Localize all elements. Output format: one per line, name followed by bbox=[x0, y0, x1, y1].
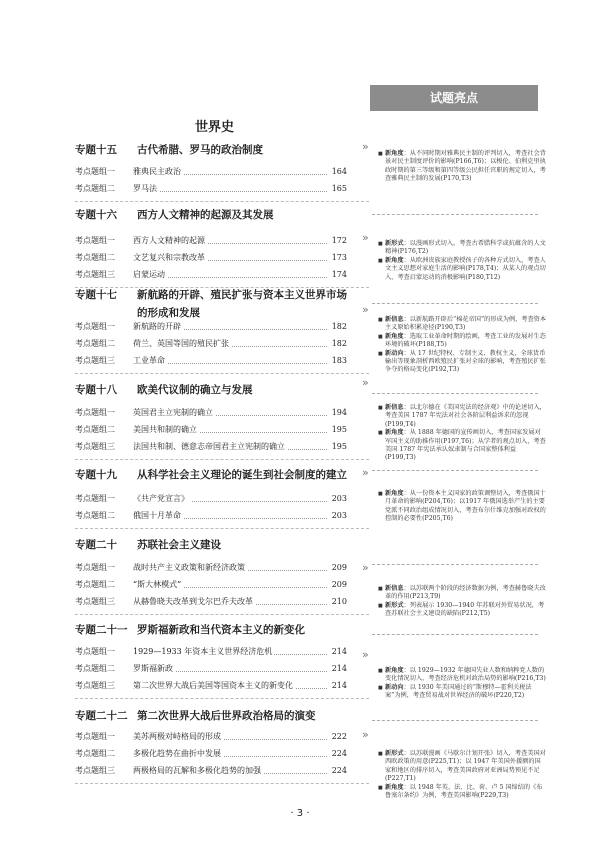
group-label: 考点题组二 bbox=[75, 339, 115, 348]
toc-row[interactable] bbox=[75, 561, 347, 575]
row-title: 西方人文精神的起源 bbox=[133, 236, 205, 245]
page-ref: 174 bbox=[331, 270, 347, 279]
highlight-text: ：从欧洲贵族家庭教授孩子的各种方式切入，考查人文主义思想对家庭生活的影响(P178,T4)；从某人的观点切入，考查启蒙运动的消极影响(P180,T12) bbox=[385, 256, 546, 281]
topic-number: 专题十七 bbox=[75, 289, 117, 301]
group-label: 考点题组二 bbox=[75, 664, 115, 673]
highlight-tag: 新角度 bbox=[385, 490, 404, 497]
highlight-divider bbox=[372, 214, 538, 215]
highlight-item bbox=[378, 240, 546, 257]
highlight-tag: 新角度 bbox=[385, 783, 404, 791]
toc-row[interactable] bbox=[75, 747, 347, 761]
topic-divider bbox=[75, 783, 369, 784]
row-title: 雅典民主政治 bbox=[133, 167, 181, 176]
group-label: 考点题组二 bbox=[75, 511, 115, 520]
page-ref: 195 bbox=[331, 425, 347, 434]
chevron-right-icon: » bbox=[362, 303, 369, 316]
toc-row[interactable] bbox=[75, 320, 347, 334]
highlight-item bbox=[378, 602, 546, 619]
page-ref: 209 bbox=[331, 580, 347, 589]
page-ref: 194 bbox=[331, 408, 347, 417]
highlight-item bbox=[378, 784, 546, 801]
page-ref: 164 bbox=[331, 167, 347, 176]
page-title: 世界史 bbox=[195, 120, 235, 135]
topic-title: 罗斯福新政和当代资本主义的新变化 bbox=[137, 624, 305, 636]
highlight-text: ：从不同时期对雅典民主制的评判切入，考查社会背景对民主制度评价的影响(P166,T6)；以梭伦、伯利克里执政时期的第三等级和第四等级公民担任官职的规定切入，考查雅典民主制的发展(P170,T3) bbox=[385, 150, 546, 183]
toc-row[interactable] bbox=[75, 337, 347, 351]
row-title: 新航路的开辟 bbox=[133, 322, 181, 331]
highlight-tag: 新形式 bbox=[385, 601, 404, 609]
group-label: 考点题组二 bbox=[75, 253, 115, 262]
row-title: 第二次世界大战后美国等国资本主义的新变化 bbox=[133, 681, 293, 690]
topic-divider bbox=[75, 373, 369, 374]
highlight-item bbox=[378, 490, 546, 524]
toc-row[interactable] bbox=[75, 492, 347, 506]
highlight-text: ：以漫画形式切入，考查古希腊科学或抗蕴含的人文精神(P176,T2) bbox=[385, 240, 546, 256]
topic-number: 专题十六 bbox=[75, 209, 117, 221]
row-title: 法国共和制、德意志帝国君主立宪制的确立 bbox=[133, 442, 285, 451]
toc-row[interactable] bbox=[75, 406, 347, 420]
topic-title: 新航路的开辟、殖民扩张与资本主义世界市场 bbox=[137, 289, 347, 301]
row-title: 战时共产主义政策和新经济政策 bbox=[133, 563, 245, 572]
highlight-tag: 新动向 bbox=[385, 683, 404, 691]
highlight-tag: 新角度 bbox=[385, 150, 404, 157]
highlight-tag: 新角度 bbox=[385, 667, 404, 674]
group-label: 考点题组一 bbox=[75, 322, 115, 331]
page-ref: 182 bbox=[331, 339, 347, 348]
page-ref: 203 bbox=[331, 494, 347, 503]
row-title: 罗马法 bbox=[133, 184, 157, 193]
chevron-right-icon: » bbox=[362, 466, 369, 479]
group-label: 考点题组三 bbox=[75, 356, 115, 365]
row-title: 美苏两极对峙格局的形成 bbox=[133, 732, 221, 741]
highlight-divider bbox=[372, 393, 538, 394]
group-label: 考点题组二 bbox=[75, 184, 115, 193]
row-title: 工业革命 bbox=[133, 356, 165, 365]
row-title: 两极格局的瓦解和多极化趋势的加强 bbox=[133, 766, 261, 775]
page-ref: 173 bbox=[331, 253, 347, 262]
page-ref: 203 bbox=[331, 511, 347, 520]
page-ref: 224 bbox=[331, 749, 347, 758]
toc-row[interactable] bbox=[75, 182, 347, 196]
topic-number: 专题十九 bbox=[75, 469, 117, 481]
toc-row[interactable] bbox=[75, 595, 347, 609]
highlight-block bbox=[378, 667, 546, 701]
toc-row[interactable] bbox=[75, 764, 347, 778]
highlight-block bbox=[378, 490, 546, 524]
topic-divider bbox=[75, 201, 369, 202]
topic-title: 古代希腊、罗马的政治制度 bbox=[137, 144, 263, 156]
toc-row[interactable] bbox=[75, 354, 347, 368]
highlight-item bbox=[378, 150, 546, 184]
topic-heading bbox=[75, 381, 253, 399]
highlight-item bbox=[378, 257, 546, 282]
toc-row[interactable] bbox=[75, 679, 347, 693]
page-number: · 3 · bbox=[290, 808, 310, 819]
highlight-item bbox=[378, 684, 546, 701]
highlight-tag: 新形式 bbox=[385, 750, 404, 757]
row-title: 罗斯福新政 bbox=[133, 664, 173, 673]
toc-row[interactable] bbox=[75, 645, 347, 659]
topic-divider bbox=[75, 528, 369, 529]
page-ref: 165 bbox=[331, 184, 347, 193]
topic-title: 欧美代议制的确立与发展 bbox=[137, 384, 253, 396]
chevron-right-icon: » bbox=[362, 561, 369, 574]
highlight-block bbox=[378, 150, 546, 184]
row-title: 多极化趋势在曲折中发展 bbox=[133, 749, 221, 758]
highlight-text: ：列表展示 1930—1940 年苏联对外贸易状况，考查苏联社会主义建设的缺陷(P212,T5) bbox=[385, 601, 545, 618]
highlight-tag: 新角度 bbox=[385, 332, 404, 340]
chevron-right-icon: » bbox=[362, 376, 369, 389]
page-ref: 209 bbox=[331, 563, 347, 572]
highlight-text: ：选取工业革命时期的绘画，考查工业的发展对生态环境的破坏(P188,T5) bbox=[385, 332, 546, 349]
highlight-tag: 新信息 bbox=[385, 404, 404, 411]
topic-heading bbox=[75, 466, 347, 484]
page-ref: 172 bbox=[331, 236, 347, 245]
highlight-block bbox=[378, 750, 546, 800]
highlight-block bbox=[378, 404, 546, 463]
group-label: 考点题组二 bbox=[75, 749, 115, 758]
highlight-text: ：以苏联漫画《马歇尔计划开张》切入，考查美国对西欧政策的用意(P225,T1)；以 1947 年美国外援额的国家和地区的排序切入，考查美国政府对亚洲局势预见不足(P227,T1) bbox=[385, 750, 546, 783]
topic-heading bbox=[75, 141, 263, 159]
highlight-tag: 新信息 bbox=[385, 585, 404, 592]
highlight-text: ：以 1929—1932 年德国失业人数和纳粹党人数的变化情况切入，考查经济危机对政治局势的影响(P216,T3) bbox=[385, 667, 546, 683]
highlight-text: ：以 1930 年美国通过的“斯穆特—霍利关税法案”为例，考查贸易战对世界经济的破坏(P220,T2) bbox=[385, 683, 532, 700]
row-title: 《共产党宣言》 bbox=[133, 494, 189, 503]
highlight-item bbox=[378, 429, 546, 463]
topic-title-line2: 的形成和发展 bbox=[137, 307, 200, 319]
group-label: 考点题组三 bbox=[75, 597, 115, 606]
topic-heading bbox=[75, 536, 221, 554]
topic-title: 从科学社会主义理论的诞生到社会制度的建立 bbox=[137, 469, 347, 481]
row-title: 俄国十月革命 bbox=[133, 511, 181, 520]
highlight-tag: 新形式 bbox=[385, 240, 404, 247]
topic-heading bbox=[75, 206, 274, 224]
highlight-item bbox=[378, 585, 546, 602]
row-title: 从赫鲁晓夫改革到戈尔巴乔夫改革 bbox=[133, 597, 253, 606]
page-ref: 214 bbox=[331, 681, 347, 690]
chevron-right-icon: » bbox=[362, 728, 369, 741]
topic-number: 专题十五 bbox=[75, 144, 117, 156]
group-label: 考点题组一 bbox=[75, 647, 115, 656]
topic-number: 专题二十二 bbox=[75, 710, 128, 722]
toc-row[interactable] bbox=[75, 578, 347, 592]
highlight-tag: 新信息 bbox=[385, 316, 404, 323]
group-label: 考点题组三 bbox=[75, 270, 115, 279]
toc-row[interactable] bbox=[75, 251, 347, 265]
toc-row[interactable] bbox=[75, 423, 347, 437]
page-ref: 214 bbox=[331, 647, 347, 656]
page-ref: 183 bbox=[331, 356, 347, 365]
topic-heading bbox=[75, 621, 305, 639]
topic-divider bbox=[75, 614, 369, 615]
highlight-item bbox=[378, 333, 546, 350]
row-title: 1929—1933 年资本主义世界经济危机 bbox=[133, 647, 273, 656]
topic-title: 苏联社会主义建设 bbox=[137, 539, 221, 551]
highlight-divider bbox=[372, 303, 538, 304]
highlight-text: ：以苏联两个阶段的经济数据为例，考查赫鲁晓夫改革的作用(P213,T9) bbox=[385, 585, 546, 601]
highlight-divider bbox=[372, 720, 538, 721]
highlight-block bbox=[378, 240, 546, 282]
page-ref: 214 bbox=[331, 664, 347, 673]
side-header: 试题亮点 bbox=[370, 85, 538, 111]
topic-title: 第二次世界大战后世界政治格局的演变 bbox=[137, 710, 316, 722]
toc-row[interactable] bbox=[75, 509, 347, 523]
toc-row[interactable] bbox=[75, 730, 347, 744]
page-ref: 222 bbox=[331, 732, 347, 741]
topic-number: 专题二十 bbox=[75, 539, 117, 551]
toc-row[interactable] bbox=[75, 165, 347, 179]
highlight-text: ：以新航路开辟后“棉花帝国”的形成为例，考查资本主义原始积累途径(P190,T3) bbox=[385, 316, 547, 332]
highlight-divider bbox=[372, 470, 538, 471]
highlight-block bbox=[378, 585, 546, 619]
group-label: 考点题组三 bbox=[75, 681, 115, 690]
toc-row[interactable] bbox=[75, 234, 347, 248]
highlight-text: ：以 1948 年英、法、比、荷、卢 5 国缔结的《布鲁塞尔条约》为例，考查美国影响(P229,T3) bbox=[385, 783, 543, 800]
highlight-item bbox=[378, 350, 546, 375]
row-title: 英国君主立宪制的确立 bbox=[133, 408, 213, 417]
topic-divider bbox=[75, 698, 369, 699]
topic-number: 专题二十一 bbox=[75, 624, 128, 636]
topic-title: 西方人文精神的起源及其发展 bbox=[137, 209, 274, 221]
highlight-text: ：从 1888 年德国的宣传画切入，考查国家发展对军国主义的助推作用(P197,T6)；从学者的观点切入，考查美国 1787 年宪法承认奴隶制与合国家整体利益(P199,T3) bbox=[385, 429, 546, 462]
chevron-right-icon: » bbox=[362, 140, 369, 153]
row-title: 美国共和制的确立 bbox=[133, 425, 197, 434]
group-label: 考点题组一 bbox=[75, 494, 115, 503]
topic-heading bbox=[75, 286, 347, 322]
highlight-item bbox=[378, 404, 546, 429]
page-ref: 195 bbox=[331, 442, 347, 451]
highlight-text: ：以北尔德在《美国宪法的经济观》中的论述切入，考查美国 1787 年宪法对社会各阶层利益诉求的忽视(P199,T4) bbox=[385, 404, 546, 428]
page-ref: 210 bbox=[331, 597, 347, 606]
group-label: 考点题组三 bbox=[75, 766, 115, 775]
page-ref: 182 bbox=[331, 322, 347, 331]
group-label: 考点题组一 bbox=[75, 167, 115, 176]
group-label: 考点题组二 bbox=[75, 425, 115, 434]
topic-number: 专题十八 bbox=[75, 384, 117, 396]
highlight-tag: 新角度 bbox=[385, 256, 404, 264]
group-label: 考点题组一 bbox=[75, 732, 115, 741]
highlight-tag: 新动向 bbox=[385, 349, 404, 357]
toc-row[interactable] bbox=[75, 440, 347, 454]
group-label: 考点题组三 bbox=[75, 442, 115, 451]
topic-heading bbox=[75, 707, 316, 725]
row-title: 启蒙运动 bbox=[133, 270, 165, 279]
chevron-right-icon: » bbox=[362, 648, 369, 661]
group-label: 考点题组一 bbox=[75, 408, 115, 417]
highlight-text: ：从 17 世纪特权、专制主义、教权主义，全球货币输出等现象剖析西欧殖民扩张对全球的影响，考查殖民扩张争夺的格局变化(P192,T3) bbox=[385, 349, 546, 374]
highlight-item bbox=[378, 750, 546, 784]
highlight-divider bbox=[372, 564, 538, 565]
highlight-divider bbox=[372, 634, 538, 635]
page-ref: 224 bbox=[331, 766, 347, 775]
group-label: 考点题组一 bbox=[75, 236, 115, 245]
toc-row[interactable] bbox=[75, 268, 347, 282]
row-title: 荷兰、英国等国的殖民扩张 bbox=[133, 339, 229, 348]
chevron-right-icon: » bbox=[362, 231, 369, 244]
group-label: 考点题组二 bbox=[75, 580, 115, 589]
highlight-tag: 新角度 bbox=[385, 429, 404, 437]
topic-divider bbox=[75, 459, 369, 460]
highlight-item bbox=[378, 667, 546, 684]
highlight-block bbox=[378, 316, 546, 375]
row-title: 文艺复兴和宗教改革 bbox=[133, 253, 205, 262]
toc-row[interactable] bbox=[75, 662, 347, 676]
highlight-text: ：从一份资本主义国家的政策调整切入，考查俄国十月革命的影响(P204,T6)；以1917 年俄国选举产生的主要党派不同政治组成情况切入，考查布尔什维克加强对政权的控制的必要性(P205,T6) bbox=[385, 490, 546, 523]
highlight-item bbox=[378, 316, 546, 333]
row-title: “斯大林模式” bbox=[133, 580, 182, 589]
group-label: 考点题组一 bbox=[75, 563, 115, 572]
